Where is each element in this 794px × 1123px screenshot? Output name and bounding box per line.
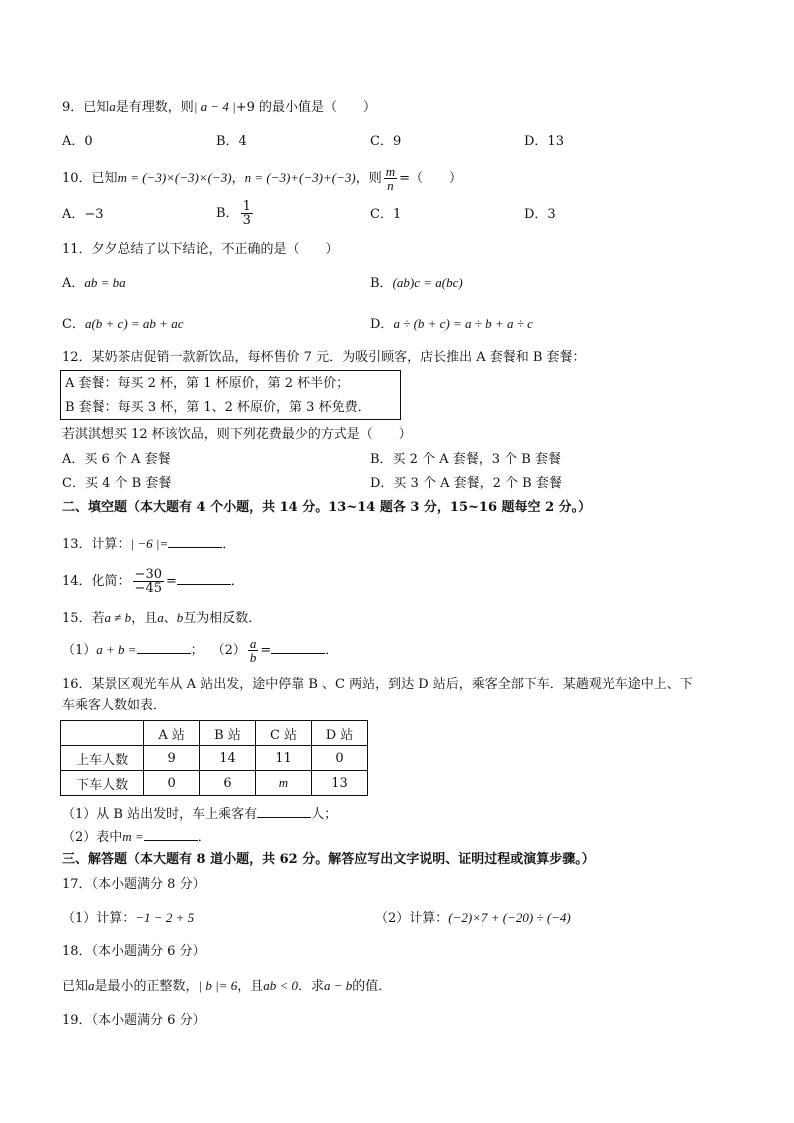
question-15-stem xyxy=(62,610,261,627)
question-18-heading: 18．（本小题满分 6 分） xyxy=(62,944,206,959)
table-cell: 9 xyxy=(144,746,200,771)
answer-blank[interactable] xyxy=(257,805,311,818)
question-11-stem: 11．夕夕总结了以下结论，不正确的是（ ） xyxy=(62,242,339,257)
q15-text: 、 xyxy=(163,611,177,626)
q13-expression: | −6 |= xyxy=(130,536,169,551)
q17-part-label: （1）计算： xyxy=(62,911,136,926)
q17-part-2 xyxy=(375,910,571,927)
question-16-stem-line2: 车乘客人数如表． xyxy=(62,698,167,713)
q15-expression: a ≠ b xyxy=(104,610,132,625)
table-row xyxy=(61,746,368,771)
question-17-heading: 17．（本小题满分 8 分） xyxy=(62,877,206,892)
q16-text: ． xyxy=(197,830,211,845)
q12-option-d: D．买 3 个 A 套餐，2 个 B 套餐 xyxy=(370,476,562,491)
question-10-stem xyxy=(62,160,462,197)
q9-text: +9 的最小值是（ ） xyxy=(235,100,377,115)
q14-denominator: −45 xyxy=(134,581,162,596)
table-cell: 6 xyxy=(200,771,256,796)
table-cell: m xyxy=(256,771,312,796)
q12-option-c: C．买 4 个 B 套餐 xyxy=(62,476,172,491)
q9-text: 是有理数，则 xyxy=(115,100,194,115)
q18-text: 是最小的正整数， xyxy=(94,979,199,994)
q11-option-b xyxy=(370,275,463,292)
q13-text: ． xyxy=(222,537,236,552)
q10-text: =（ ） xyxy=(399,171,462,186)
q15-part-1-label: （1） xyxy=(62,643,97,658)
answer-blank[interactable] xyxy=(137,641,191,654)
q11-option-label: B． xyxy=(370,276,393,291)
q10-text: 已知 xyxy=(91,171,118,186)
q11-option-c xyxy=(62,316,183,333)
question-14 xyxy=(62,564,244,600)
q10-option-c: C．1 xyxy=(370,207,402,222)
table-cell: 14 xyxy=(200,746,256,771)
q10-option-a: A．−3 xyxy=(62,207,104,222)
table-cell: 0 xyxy=(311,746,367,771)
q13-text: 13．计算： xyxy=(62,537,131,552)
q16-passenger-table xyxy=(60,720,368,796)
q18-text: ．求 xyxy=(298,979,325,994)
q16-expression: m = xyxy=(122,829,144,844)
q15-numerator: a xyxy=(249,636,257,651)
q15-fraction xyxy=(248,637,259,664)
q17-part-expression: (−2)×7 + (−20) ÷ (−4) xyxy=(448,910,571,925)
q9-var-a: a xyxy=(109,99,116,114)
q10-option-b-label: B． xyxy=(216,206,239,221)
q9-option-d: D．13 xyxy=(524,134,564,149)
q15-text: ． xyxy=(325,643,339,658)
table-header-row xyxy=(61,721,368,746)
table-header-cell: A 站 xyxy=(144,721,200,746)
q9-number: 9． xyxy=(62,100,84,115)
q16-part-2 xyxy=(62,828,211,846)
q14-text: 14．化简： xyxy=(62,574,131,589)
q18-condition: ab < 0 xyxy=(263,978,298,993)
table-cell: 11 xyxy=(256,746,312,771)
question-19-heading: 19．（本小题满分 6 分） xyxy=(62,1013,206,1028)
q17-part-1 xyxy=(62,910,194,927)
question-12-stem: 12．某奶茶店促销一款新饮品，每杯售价 7 元．为吸引顾客，店长推出 A 套餐和 B 套餐： xyxy=(62,350,586,365)
q15-part-1-expression: a + b = xyxy=(96,642,137,657)
q15-text: 15．若 xyxy=(62,611,105,626)
q16-text: 人； xyxy=(311,807,338,822)
q10-m-expression: m = (−3)×(−3)×(−3) xyxy=(117,170,232,185)
table-header-cell: D 站 xyxy=(311,721,367,746)
q10-fraction-denominator: n xyxy=(387,178,394,193)
q11-option-expression: ab = ba xyxy=(84,275,126,290)
q15-equals: = xyxy=(260,643,272,658)
q15-denominator: b xyxy=(249,650,257,665)
answer-blank[interactable] xyxy=(168,535,222,548)
q10-number: 10． xyxy=(62,171,92,186)
q16-text: （2）表中 xyxy=(62,830,123,845)
q16-part-1 xyxy=(62,805,337,823)
q10-option-b-fraction xyxy=(241,200,253,227)
q9-abs-expression: | a − 4 | xyxy=(193,99,236,114)
q17-part-label: （2）计算： xyxy=(375,911,449,926)
q12-package-a: A 套餐：每买 2 杯，第 1 杯原价，第 2 杯半价； xyxy=(65,376,350,391)
q11-option-a xyxy=(62,275,126,292)
q10-n-expression: n = (−3)+(−3)+(−3) xyxy=(244,170,356,185)
q18-text: 的值． xyxy=(352,979,392,994)
q10-option-b-numerator: 1 xyxy=(242,199,251,214)
q15-text: ，且 xyxy=(131,611,158,626)
q9-option-a: A．0 xyxy=(62,134,93,149)
question-9-stem xyxy=(62,99,376,116)
table-header-cell xyxy=(61,721,144,746)
q15-text: ； xyxy=(190,643,204,658)
q15-var-a: a xyxy=(157,610,164,625)
q15-parts xyxy=(62,632,338,669)
q10-option-d: D．3 xyxy=(524,207,556,222)
q15-text: 互为相反数． xyxy=(183,611,262,626)
q11-option-label: A． xyxy=(62,276,85,291)
q10-option-b xyxy=(216,196,255,232)
q11-option-label: C． xyxy=(62,317,85,332)
q16-text: （1）从 B 站出发时，车上乘客有 xyxy=(62,807,258,822)
table-cell: 13 xyxy=(311,771,367,796)
answer-blank[interactable] xyxy=(177,572,231,585)
q12-question: 若淇淇想买 12 杯该饮品，则下列花费最少的方式是（ ） xyxy=(62,427,412,442)
q11-option-expression: a ÷ (b + c) = a ÷ b + a ÷ c xyxy=(393,316,533,331)
q10-text: ，则 xyxy=(355,171,382,186)
question-16-stem-line1: 16．某景区观光车从 A 站出发，途中停靠 B 、C 两站，到达 D 站后，乘客全部下车．某趟观光车途中上、下 xyxy=(62,677,693,692)
table-header-cell: C 站 xyxy=(256,721,312,746)
q10-text: ， xyxy=(231,171,245,186)
answer-blank[interactable] xyxy=(271,641,325,654)
q10-option-b-denominator: 3 xyxy=(242,213,251,228)
q12-package-b: B 套餐：每买 3 杯，第 1、2 杯原价，第 3 杯免费． xyxy=(65,400,371,415)
section-3-heading: 三、解答题（本大题有 8 道小题，共 62 分。解答应写出文字说明、证明过程或演算步骤。） xyxy=(62,852,595,867)
q10-fraction-numerator: m xyxy=(385,164,396,179)
q14-numerator: −30 xyxy=(134,567,162,582)
q14-fraction xyxy=(133,568,164,595)
q11-option-label: D． xyxy=(370,317,394,332)
table-cell: 上车人数 xyxy=(61,746,144,771)
q14-equals: = xyxy=(165,574,177,589)
q18-stem xyxy=(62,978,391,995)
q18-text: 已知 xyxy=(62,979,89,994)
q18-text: ，且 xyxy=(237,979,264,994)
q17-part-expression: −1 − 2 + 5 xyxy=(135,910,195,925)
q11-option-expression: a(b + c) = ab + ac xyxy=(84,316,184,331)
q12-option-a: A．买 6 个 A 套餐 xyxy=(62,452,171,467)
q11-option-expression: (ab)c = a(bc) xyxy=(392,275,463,290)
table-row xyxy=(61,771,368,796)
q18-abs-expression: | b |= 6 xyxy=(198,978,238,993)
answer-blank[interactable] xyxy=(144,828,198,841)
question-13 xyxy=(62,535,235,553)
q9-text: 已知 xyxy=(83,100,110,115)
table-cell: 0 xyxy=(144,771,200,796)
q15-part-2-label: （2） xyxy=(211,643,246,658)
q9-option-c: C．9 xyxy=(370,134,402,149)
q10-fraction xyxy=(384,165,397,192)
q12-option-b: B．买 2 个 A 套餐，3 个 B 套餐 xyxy=(370,452,561,467)
q15-var-b: b xyxy=(176,610,184,625)
q11-option-d xyxy=(370,316,533,333)
section-2-heading: 二、填空题（本大题有 4 个小题，共 14 分。13~14 题各 3 分，15~16 题每空 2 分。） xyxy=(62,500,592,515)
q14-text: ． xyxy=(230,574,244,589)
q18-var-a: a xyxy=(88,978,95,993)
table-header-cell: B 站 xyxy=(200,721,256,746)
q18-target-expression: a − b xyxy=(324,978,353,993)
table-cell: 下车人数 xyxy=(61,771,144,796)
q9-option-b: B．4 xyxy=(216,134,247,149)
